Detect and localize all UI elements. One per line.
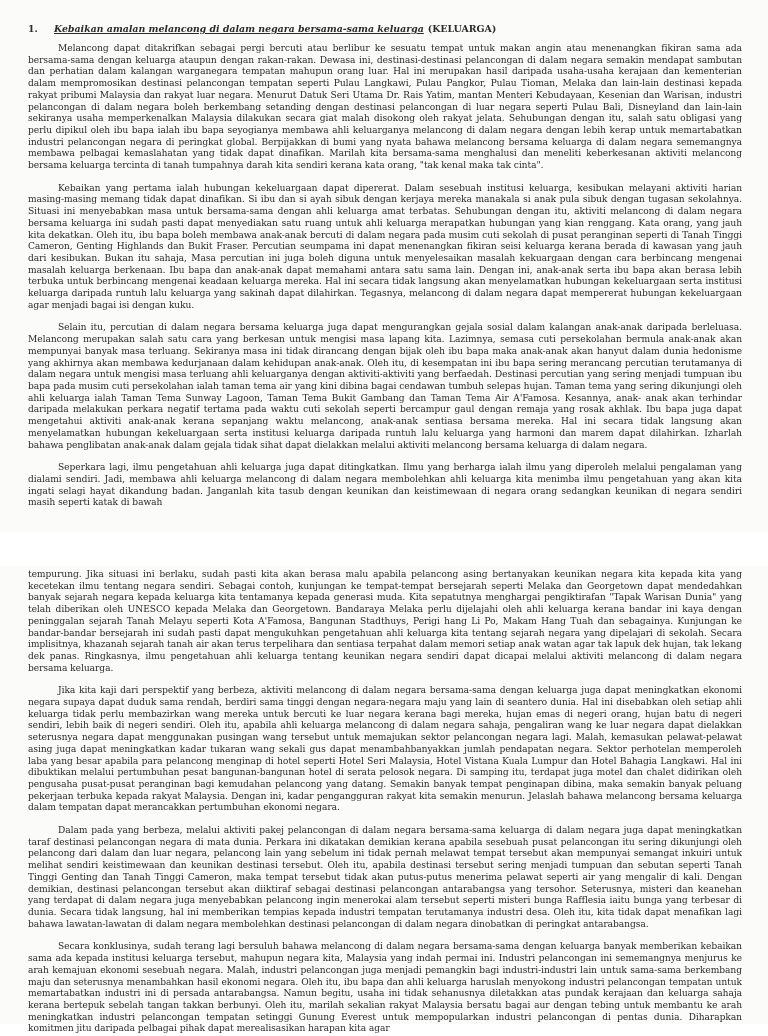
heading-tag: (KELUARGA) bbox=[427, 24, 497, 35]
page-bottom-section bbox=[0, 566, 768, 1035]
paragraph-intro: Melancong dapat ditakrifkan sebagai pergi bercuti atau berlibur ke sesuatu tempat untuk makan angin atau menenangkan fikiran sama ada bersama-sama dengan keluarga ataupun dengan rakan-rakan. Dewasa ini, destinasi-destinasi pelancongan di dalam negara semakin mendapat sambutan dan perhatian dalam kalangan warganegara tempatan mahupun orang luar. Hal ini merupakan hasil daripada usaha-usaha kerajaan dan kementerian dalam mempromosikan destinasi pelancongan tempatan seperti Pulau Langkawi, Pulau Pangkor, Pulau Tioman, Melaka dan lain-lain destinasi kepada rakyat pribumi Malaysia dan rakyat luar negara. Menurut Datuk Seri Utama Dr. Rais Yatim, mantan Menteri Kebudayaan, Kesenian dan Warisan, industri pelancongan di dalam negara boleh berkembang setanding dengan destinasi pelancongan di luar negara seperti Pulau Bali, Disneyland dan lain-lain sekiranya usaha memperkenalkan Malaysia dilakukan secara giat malah disokong oleh rakyat jelata. Sehubungan dengan itu, salah satu obligasi yang perlu dipikul oleh ibu bapa ialah ibu bapa seyogianya membawa ahli keluarganya melancong di dalam negara dengan lebih kerap untuk memartabatkan industri pelancongan negara di peringkat global. Berpijakkan di bumi yang nyata bahawa melancong bersama keluarga di dalam negara sememangnya membawa pelbagai kemaslahatan yang tidak dapat dinafikan. Marilah kita bersama-sama menghalusi dan meneliti keberkesanan aktiviti melancong bersama keluarga tercinta di tanah tumpahnya darah kita sendiri kerana kata orang, "tak kenal maka tak cinta". bbox=[28, 44, 742, 172]
paragraph-point-3: Seperkara lagi, ilmu pengetahuan ahli keluarga juga dapat ditingkatkan. Ilmu yang berharga ialah ilmu yang diperoleh melalui pengalaman yang dialami sendiri. Jadi, membawa ahli keluarga melancong di dalam negara membolehkan ahli keluarga kita menimba ilmu pengetahuan yang akan kita ingati selagi hayat dikandung badan. Janganlah kita tasub dengan keunikan dan keistimewaan di negara orang sedangkan keunikan di negara sendiri masih seperti katak di bawah bbox=[28, 463, 742, 509]
heading-number: 1. bbox=[28, 24, 38, 35]
heading-title: Kebaikan amalan melancong di dalam negara bersama-sama keluarga bbox=[54, 24, 424, 35]
paragraph-point-5: Dalam pada yang berbeza, melalui aktiviti pakej pelancongan di dalam negara bersama-sama keluarga di dalam negara juga dapat meningkatkan taraf destinasi pelancongan negara di mata dunia. Perkara ini dikatakan demikian kerana apabila sesebuah pusat pelancongan itu sering dikunjungi oleh pelancong dari dalam dan luar negara, pelancong lain yang sebelum ini tidak pernah melawat tempat tersebut akan mempunyai semangat inkuiri untuk melihat sendiri keistimewaan dan keunikan destinasi tersebut. Oleh itu, apabila destinasi tersebut sering menjadi tumpuan dan sebutan seperti Tanah Tinggi Genting dan Tanah Tinggi Cameron, maka tempat tersebut tidak akan putus-putus menerima pelawat seperti air yang mengalir di kali. Dengan demikian, destinasi pelancongan tersebut akan diiktiraf sebagai destinasi pelancongan antarabangsa yang tersohor. Seterusnya, misteri dan keanehan yang terdapat di dalam negara juga menyebabkan pelancong ingin menerokai alam tersebut seperti misteri bunga Rafflesia iaitu bunga yang terbesar di dunia. Secara tidak langsung, hal ini memberikan tempias kepada industri tempatan terutamanya industri desa. Oleh itu, kita tidak dapat menafikan lagi bahawa lawatan-lawatan di dalam negara membolehkan destinasi pelancongan di dalam negara dinobatkan di peringkat antarabangsa. bbox=[28, 826, 742, 930]
paragraph-conclusion: Secara konklusinya, sudah terang lagi bersuluh bahawa melancong di dalam negara bersama-sama dengan keluarga banyak memberikan kebaikan sama ada kepada institusi keluarga tersebut, mahupun negara kita, Malaysia yang indah permai ini. Industri pelancongan ini sememangnya menjurus ke arah kemajuan ekonomi sesebuah negara. Malah, industri pelancongan juga menjadi pemangkin bagi industri-industri lain untuk sama-sama berkembang maju dan seterusnya menambahkan hasil ekonomi negara. Oleh itu, ibu bapa dan ahli keluarga haruslah menyokong industri pelancongan tempatan untuk memartabatkan industri ini di persada antarabangsa. Namun begitu, usaha ini tidak sehanusnya diletakkan atas pundak kerajaan dan keluarga sahaja kerana bertepuk sebelah tangan takkan berbunyi. Oleh itu, marilah sekalian rakyat Malaysia bersatu bagai aur dengan tebing untuk membantu ke arah meningkatkan industri pelancongan tempatan setinggi Gunung Everest untuk mempopularkan industri pelancongan di pentas dunia. Diharapkan komitmen jitu daripada pelbagai pihak dapat merealisasikan harapan kita agar bbox=[28, 942, 742, 1035]
paragraph-point-1: Kebaikan yang pertama ialah hubungan kekeluargaan dapat dipererat. Dalam sesebuah institusi keluarga, kesibukan melayani aktiviti harian masing-masing memang tidak dapat dinafikan. Si ibu dan si ayah sibuk dengan kerjaya mereka manakala si anak pula sibuk dengan tugasan sekolahnya. Situasi ini menyebabkan masa untuk bersama-sama dengan ahli keluarga amat terbatas. Sehubungan dengan itu, aktiviti melancong di dalam negara bersama keluarga ini sudah pasti dapat menyediakan satu ruang untuk ahli keluarga merapatkan hubungan yang kian renggang. Kata orang, yang jauh kita dekatkan. Oleh itu, ibu bapa boleh membawa anak-anak bercuti di dalam negara pada musim cuti sekolah di pusat peranginan seperti di Tanah Tinggi Cameron, Genting Highlands dan Bukit Fraser. Percutian seumpama ini dapat menenangkan fikiran seisi keluarga kerana berada di kawasan yang jauh dari kesibukan. Bukan itu sahaja, Masa percutian ini juga boleh diguna untuk menyelesaikan masalah kekuargaan dengan cara berbincang mengenai masalah keluarga berkenaan. Ibu bapa dan anak-anak dapat memahami antara satu sama lain. Dengan ini, anak-anak serta ibu bapa akan berasa lebih terbuka untuk berbincang mengenai keadaan keluarga mereka. Hal ini secara tidak langsung akan menyelamatkan hubungan kekeluargaan serta institusi keluarga daripada runtuh lalu keluarga yang sakinah dapat dilahirkan. Tegasnya, melancong di dalam negara dapat mempererat hubungan kekeluargaan agar menjadi bagai isi dengan kuku. bbox=[28, 183, 742, 311]
essay-heading bbox=[28, 24, 742, 36]
paragraph-point-4: Jika kita kaji dari perspektif yang berbeza, aktiviti melancong di dalam negara bersama-sama dengan keluarga juga dapat meningkatkan ekonomi negara supaya dapat duduk sama rendah, berdiri sama tinggi dengan negara-negara maju yang lain di seantero dunia. Hal ini disebabkan oleh setiap ahli keluarga tidak perlu membazirkan wang mereka untuk bercuti ke luar negara kerana bagi mereka, hujan emas di negeri orang, hujan batu di negeri sendiri, lebih baik di negeri sendiri. Oleh itu, apabila ahli keluarga melancong di dalam negara sahaja, pengaliran wang ke luar negara dapat dielakkan seterusnya negara dapat menggunakan pusingan wang tersebut untuk memajukan sektor pelancongan negara lagi. Malah, kemasukan pelawat-pelawat asing juga dapat meningkatkan kadar tukaran wang sekali gus dapat menambahbanyakkan jumlah pendapatan negara. Sektor perhotelan memperoleh laba yang besar apabila para pelancong menginap di hotel seperti Hotel Seri Malaysia, Hotel Vistana Kuala Lumpur dan Hotel Bahagia Langkawi. Hal ini dibuktikan melalui pertumbuhan pesat bangunan-bangunan hotel di serata pelosok negara. Di samping itu, terdapat juga motel dan chalet didirikan oleh pengusaha pusat-pusat peranginan bagi kemudahan pelancong yang datang. Semakin banyak tempat penginapan dibina, maka semakin banyak peluang pekerjaan terbuka kepada rakyat Malaysia. Dengan ini, kadar pengangguran rakyat kita semakin menurun. Jelaslah bahawa melancong bersama keluarga dalam tempatan dapat merancakkan pertumbuhan ekonomi negara. bbox=[28, 686, 742, 814]
page-break bbox=[0, 532, 768, 566]
paragraph-point-3-continued: tempurung. Jika situasi ini berlaku, sudah pasti kita akan berasa malu apabila pelancong asing bertanyakan keunikan negara kita kepada kita yang kecetekan ilmu tentang negara sendiri. Sebagai contoh, kunjungan ke tempat-tempat bersejarah seperti Melaka dan Georgetown dapat mendedahkan banyak sejarah negara kepada keluarga kita tentamanya kepada generasi muda. Kita sepatutnya menghargai pengiktirafan "Tapak Warisan Dunia" yang telah diberikan oleh UNESCO kepada Melaka dan Georgetown. Bandaraya Melaka perlu dijelajahi oleh ahli keluarga kerana bandar ini kaya dengan peninggalan sejarah Tanah Melayu seperti Kota A'Famosa, Bangunan Stadthuys, Perigi hang Li Po, Makam Hang Tuah dan sebagainya. Kunjungan ke bandar-bandar bersejarah ini sudah pasti dapat mengukuhkan pengetahuan ahli keluarga kita tentang sejarah negara yang dipelajari di sekolah. Secara implisitnya, khazanah sejarah tanah air akan terus terpelihara dan sentiasa terpahat dalam memori setiap anak watan agar tak lapuk dek hujan, tak lekang dek panas. Ringkasnya, ilmu pengetahuan ahli keluarga tentang keunikan negara sendiri dapat dicapai melalui aktiviti melancong di dalam negara bersama keluarga. bbox=[28, 570, 742, 674]
paragraph-point-2: Selain itu, percutian di dalam negara bersama keluarga juga dapat mengurangkan gejala sosial dalam kalangan anak-anak daripada berleluasa. Melancong merupakan salah satu cara yang berkesan untuk mengisi masa lapang kita. Lazimnya, semasa cuti persekolahan bermula anak-anak akan mempunyai banyak masa terluang. Sekiranya masa ini tidak dirancang dengan bijak oleh ibu bapa maka anak-anak akan hanyut dalam dunia hedonisme yang akhirnya akan membawa kedurjanaan dalam kehidupan anak-anak. Oleh itu, di kesempatan ini ibu bapa sering merancang percutian terutamanya di dalam negara untuk mengisi masa terluang ahli keluarganya dengan aktiviti-aktiviti yang berfaedah. Destinasi percutian yang sering menjadi tumpuan ibu bapa pada musim cuti persekolahan ialah taman tema air yang kini dibina bagai cendawan tumbuh selepas hujan. Taman tema yang sering dikunjungi oleh ahli keluarga ialah Taman Tema Sunway Lagoon, Taman Tema Bukit Gambang dan Taman Tema Air A'Famosa. Kesannya, anak- anak akan terhindar daripada melakukan perkara negatif tertama pada waktu cuti sekolah seperti bercampur gaul dengan remaja yang rosak akhlak. Ibu bapa juga dapat mengetahui aktiviti anak-anak kerana sepanjang waktu melancong, anak-anak sentiasa bersama mereka. Hal ini secara tidak langsung akan menyelamatkan hubungan kekeluargaan serta institusi keluarga daripada runtuh lalu keluarga yang harmoni dan marem dapat dilahirkan. Izharlah bahawa penglibatan anak-anak dalam gejala tidak sihat dapat dielakkan melalui aktiviti melancong bersama keluarga di dalam negara. bbox=[28, 323, 742, 451]
